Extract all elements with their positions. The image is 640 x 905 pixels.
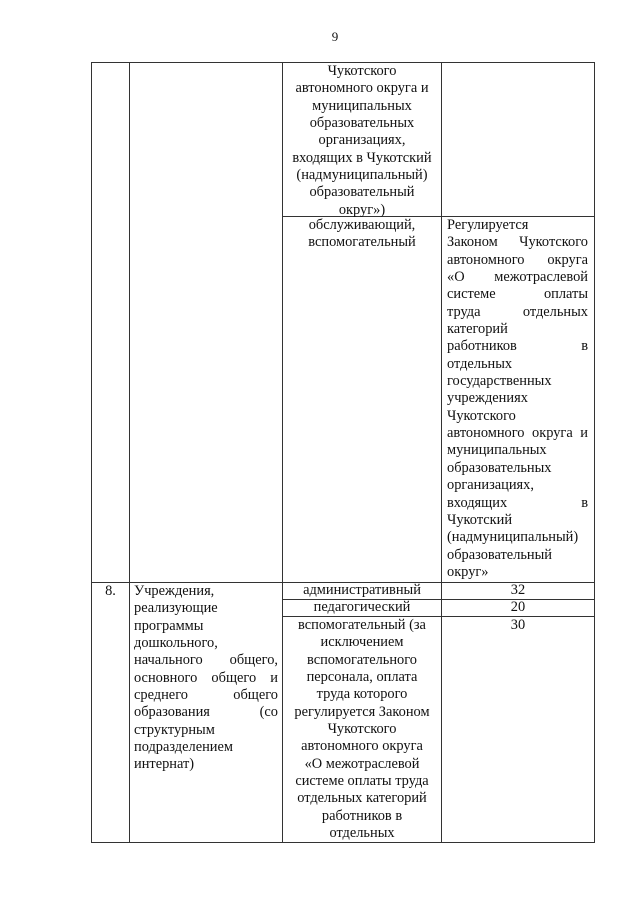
text-line: дошкольного, bbox=[134, 635, 218, 652]
text-line: системе оплаты bbox=[447, 286, 588, 303]
row-number: 8. bbox=[105, 583, 116, 599]
text-line: (надмуниципальный) bbox=[296, 167, 428, 184]
cell-category-pedagogical bbox=[283, 599, 441, 616]
cell-category-service bbox=[283, 217, 441, 252]
text-line: организациях, bbox=[318, 132, 406, 149]
text-line: структурным bbox=[134, 721, 215, 738]
table-border-right bbox=[594, 62, 595, 843]
text-line: автономного округа bbox=[447, 251, 588, 268]
text-line: «О межотраслевой bbox=[447, 269, 588, 286]
text-line: отдельных bbox=[447, 355, 513, 372]
text-line: Чукотский bbox=[447, 511, 513, 528]
text-line: муниципальных bbox=[447, 442, 547, 459]
text-line: системе оплаты труда bbox=[295, 773, 429, 790]
text-line: программы bbox=[134, 617, 204, 634]
text-line: автономного округа bbox=[301, 738, 423, 755]
text-line: обслуживающий, bbox=[308, 217, 416, 233]
text-line: Чукотского bbox=[327, 721, 397, 738]
text-line: отдельных bbox=[329, 825, 395, 842]
text-line: интернат) bbox=[134, 756, 195, 773]
text-line: округ» bbox=[447, 563, 489, 580]
cell-value-administrative: 32 bbox=[510, 582, 526, 598]
text-line: организациях, bbox=[447, 477, 534, 494]
column-divider bbox=[129, 62, 130, 843]
text-line: автономного округа и bbox=[447, 425, 588, 442]
cell-category-auxiliary bbox=[283, 617, 441, 842]
text-line: Учреждения, bbox=[134, 583, 215, 599]
text-line: образовательных bbox=[309, 115, 415, 132]
text-line: отдельных категорий bbox=[297, 790, 427, 807]
text-line: среднего общего bbox=[134, 687, 278, 704]
text-line: «О межотраслевой bbox=[304, 755, 420, 772]
text-line: вспомогательный (за bbox=[298, 617, 426, 633]
text-line: образовательный bbox=[447, 546, 553, 563]
text-line: начального общего, bbox=[134, 652, 278, 669]
text-line: работников в bbox=[321, 807, 403, 824]
cell-value-auxiliary: 30 bbox=[510, 617, 526, 633]
column-divider bbox=[441, 62, 442, 843]
text-line: регулируется Законом bbox=[294, 703, 430, 720]
text-line: округ») bbox=[338, 201, 386, 218]
page-number: 9 bbox=[331, 29, 339, 44]
cell-category-continued bbox=[283, 63, 441, 219]
cell-regulation-note bbox=[447, 217, 588, 581]
text-line: автономного округа и bbox=[295, 80, 429, 97]
text-line: государственных bbox=[447, 373, 552, 390]
text-line: основного общего и bbox=[134, 669, 278, 686]
text-line: Чукотского bbox=[327, 63, 397, 79]
text-line: реализующие bbox=[134, 600, 218, 617]
text-line: входящих в bbox=[447, 494, 588, 511]
text-line: труда отдельных bbox=[447, 303, 588, 320]
text-line: вспомогательного bbox=[307, 651, 417, 668]
text-line: образовательных bbox=[447, 459, 552, 476]
text-line: вспомогательный bbox=[308, 234, 416, 251]
text-line: (надмуниципальный) bbox=[447, 529, 579, 546]
text-line: подразделением bbox=[134, 739, 233, 756]
table-border-left bbox=[91, 62, 92, 843]
text-line: административный bbox=[303, 582, 421, 598]
text-line: Законом Чукотского bbox=[447, 234, 588, 251]
cell-value-pedagogical: 20 bbox=[510, 599, 526, 615]
text-line: входящих в Чукотский bbox=[292, 149, 432, 166]
text-line: Чукотского bbox=[447, 407, 516, 424]
text-line: Регулируется bbox=[447, 217, 529, 233]
text-line: труда которого bbox=[316, 686, 408, 703]
text-line: образования (со bbox=[134, 704, 278, 721]
text-line: исключением bbox=[320, 634, 404, 651]
text-line: муниципальных bbox=[312, 97, 412, 114]
text-line: учреждениях bbox=[447, 390, 528, 407]
text-line: персонала, оплата bbox=[306, 669, 418, 686]
text-line: работников в bbox=[447, 338, 588, 355]
text-line: образовательный bbox=[309, 184, 415, 201]
text-line: педагогический bbox=[313, 599, 411, 615]
cell-category-administrative bbox=[283, 582, 441, 599]
text-line: категорий bbox=[447, 321, 508, 338]
cell-institution-type bbox=[134, 583, 278, 774]
